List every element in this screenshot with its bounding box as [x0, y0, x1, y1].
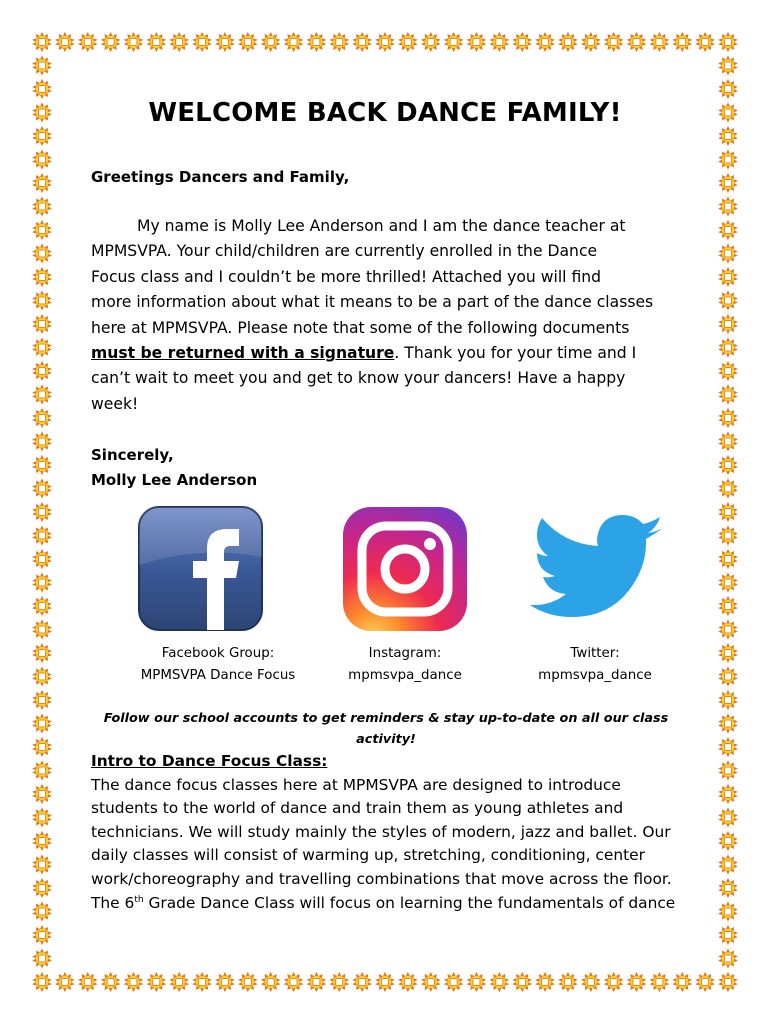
intro-line: The dance focus classes here at MPMSVPA are designed to introduce	[91, 775, 621, 794]
letter-line: Focus class and I couldn’t be more thrilled! Attached you will find	[91, 267, 602, 286]
letter-line	[91, 341, 691, 366]
ordinal-suffix: th	[134, 894, 144, 905]
twitter-caption-line2: mpmsvpa_dance	[538, 668, 652, 683]
instagram-caption-line1: Instagram:	[368, 646, 442, 661]
follow-note	[88, 708, 684, 750]
page-title: WELCOME BACK DANCE FAMILY!	[148, 98, 622, 128]
instagram-icon[interactable]	[343, 507, 467, 631]
letter-line-tail: . Thank you for your time and I	[394, 344, 637, 363]
facebook-caption-line1: Facebook Group:	[161, 646, 275, 661]
intro-line: work/choreography and travelling combinations that move across the floor.	[91, 869, 672, 888]
signoff-name: Molly Lee Anderson	[91, 471, 258, 489]
greeting: Greetings Dancers and Family,	[91, 168, 350, 186]
signoff-closing: Sincerely,	[91, 446, 174, 464]
letter-line: week!	[91, 394, 139, 413]
intro-last-suffix: Grade Dance Class will focus on learning the fundamentals of dance	[143, 893, 676, 912]
letter-line: here at MPMSVPA. Please note that some of the following documents	[91, 318, 630, 337]
instagram-caption-line2: mpmsvpa_dance	[348, 668, 462, 683]
intro-heading: Intro to Dance Focus Class:	[91, 752, 328, 770]
follow-note-line1: Follow our school accounts to get reminders & stay up-to-date on all our class	[103, 711, 669, 726]
letter-line: My name is Molly Lee Anderson and I am the dance teacher at	[137, 217, 626, 235]
follow-note-line2: activity!	[356, 732, 416, 747]
intro-line: technicians. We will study mainly the styles of modern, jazz and ballet. Our	[91, 822, 671, 841]
signoff	[91, 443, 257, 493]
letter-body	[91, 214, 691, 417]
intro-line	[91, 892, 691, 916]
facebook-caption-line2: MPMSVPA Dance Focus	[140, 668, 296, 683]
twitter-caption-line1: Twitter:	[570, 646, 620, 661]
twitter-caption	[520, 643, 670, 687]
letter-line: more information about what it means to be a part of the dance classes	[91, 293, 654, 312]
instagram-caption	[330, 643, 480, 687]
letter-line: MPMSVPA. Your child/children are currently enrolled in the Dance	[91, 242, 598, 261]
facebook-caption	[120, 643, 316, 687]
twitter-bird-icon[interactable]	[530, 512, 662, 622]
facebook-icon[interactable]	[137, 505, 264, 632]
intro-last-prefix: The 6	[91, 893, 135, 912]
intro-section	[91, 750, 691, 915]
intro-line: daily classes will consist of warming up, stretching, conditioning, center	[91, 846, 645, 865]
letter-line: can’t wait to meet you and get to know your dancers! Have a happy	[91, 369, 626, 388]
signature-emphasis: must be returned with a signature	[91, 344, 395, 363]
intro-line: students to the world of dance and train them as young athletes and	[91, 799, 624, 818]
